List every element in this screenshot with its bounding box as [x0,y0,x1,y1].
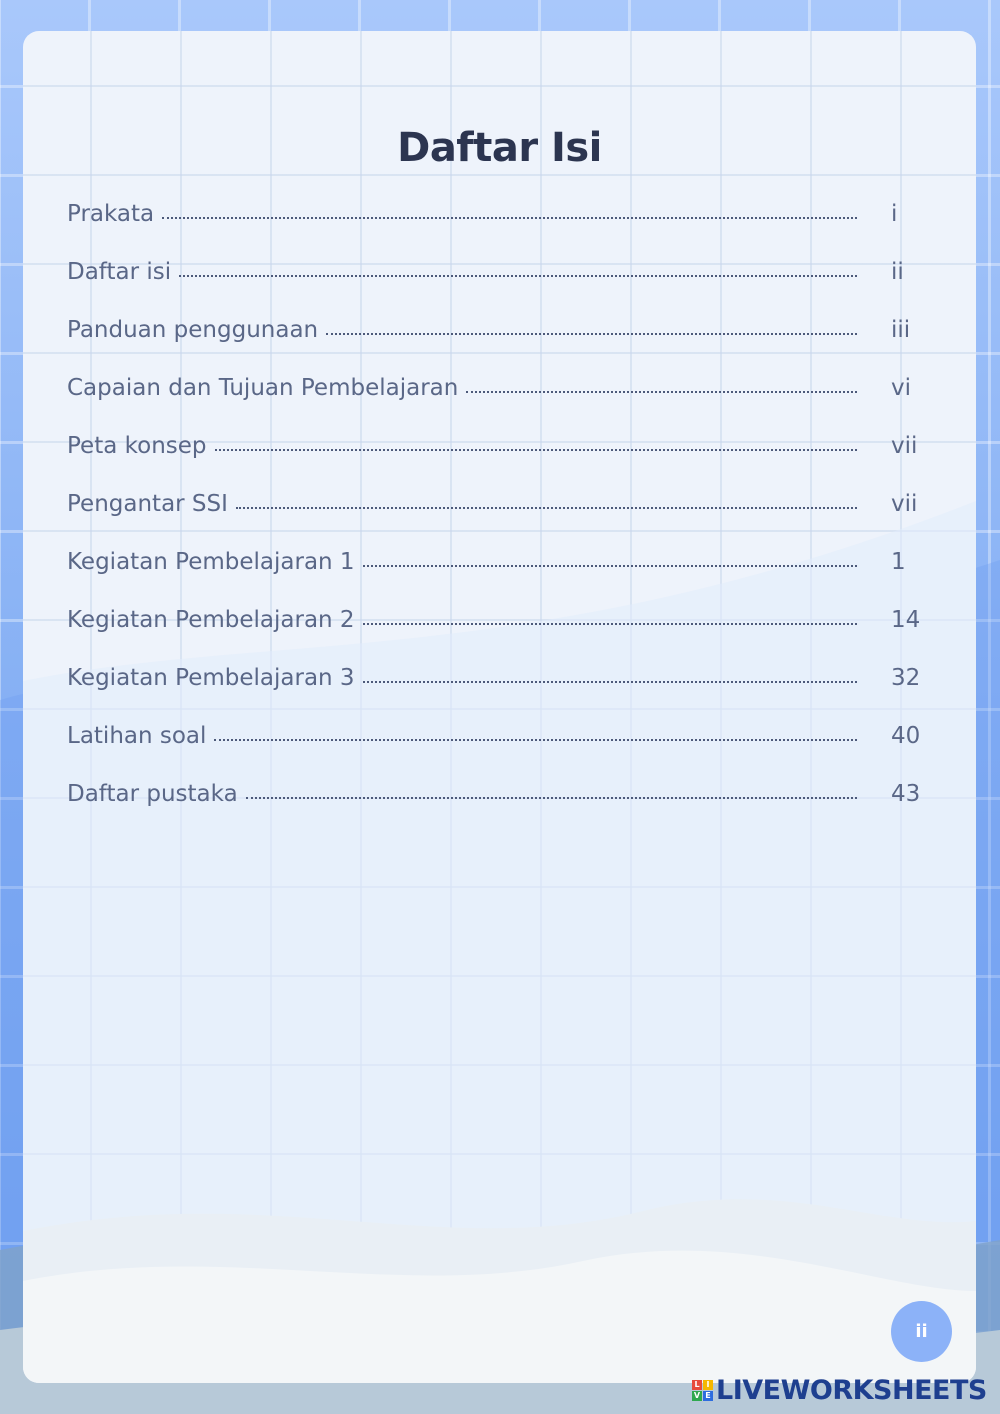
toc-leader-dots [215,449,857,451]
toc-entry-page: 40 [891,723,921,749]
toc-entry-label: Kegiatan Pembelajaran 3 [67,665,355,691]
logo-letter: L [692,1380,702,1390]
logo-letter: V [693,1391,701,1400]
toc-entry-page: 1 [891,549,906,575]
toc-entry-label: Prakata [67,201,155,227]
toc-leader-dots [162,217,857,219]
toc-entry-page: vi [891,375,912,401]
toc-entry[interactable] [67,375,927,433]
toc-entry[interactable] [67,259,927,317]
toc-entry[interactable] [67,723,927,781]
toc-entry-label: Daftar pustaka [67,781,238,807]
toc-leader-dots [246,797,857,799]
toc-entry[interactable] [67,665,927,723]
logo-letter: E [703,1391,713,1401]
toc-entry[interactable] [67,549,927,607]
toc-entry[interactable] [67,781,927,839]
toc-entry-label: Kegiatan Pembelajaran 1 [67,549,355,575]
toc-entry-label: Latihan soal [67,723,207,749]
toc-leader-dots [363,565,857,567]
toc-entry-label: Peta konsep [67,433,207,459]
toc-entry-page: ii [891,259,904,285]
toc-leader-dots [363,623,857,625]
content-card [23,31,976,1383]
toc-entry-page: 32 [891,665,921,691]
toc-entry-page: 14 [891,607,921,633]
page-title: Daftar Isi [397,125,602,171]
toc-entry-page: 43 [891,781,921,807]
toc-leader-dots [236,507,857,509]
toc-entry[interactable] [67,607,927,665]
brand-name: LIVEWORKSHEETS [716,1374,987,1406]
toc-entry-label: Daftar isi [67,259,172,285]
liveworksheets-logo-icon [692,1380,713,1401]
toc-entry-page: iii [891,317,911,343]
toc-leader-dots [363,681,857,683]
toc-entry-label: Capaian dan Tujuan Pembelajaran [67,375,459,401]
toc-entry-label: Pengantar SSI [67,491,228,517]
toc-leader-dots [214,739,857,741]
toc-entry-page: i [891,201,898,227]
toc-entry[interactable] [67,201,927,259]
table-of-contents [67,201,927,839]
toc-entry-page: vii [891,433,918,459]
logo-letter: I [703,1380,713,1390]
toc-entry-label: Panduan penggunaan [67,317,319,343]
toc-entry[interactable] [67,433,927,491]
toc-entry-page: vii [891,491,918,517]
toc-entry[interactable] [67,491,927,549]
toc-entry-label: Kegiatan Pembelajaran 2 [67,607,355,633]
toc-leader-dots [466,391,857,393]
toc-leader-dots [179,275,857,277]
liveworksheets-brand[interactable] [692,1375,987,1405]
page-number-badge: ii [891,1301,952,1362]
toc-leader-dots [326,333,857,335]
toc-entry[interactable] [67,317,927,375]
